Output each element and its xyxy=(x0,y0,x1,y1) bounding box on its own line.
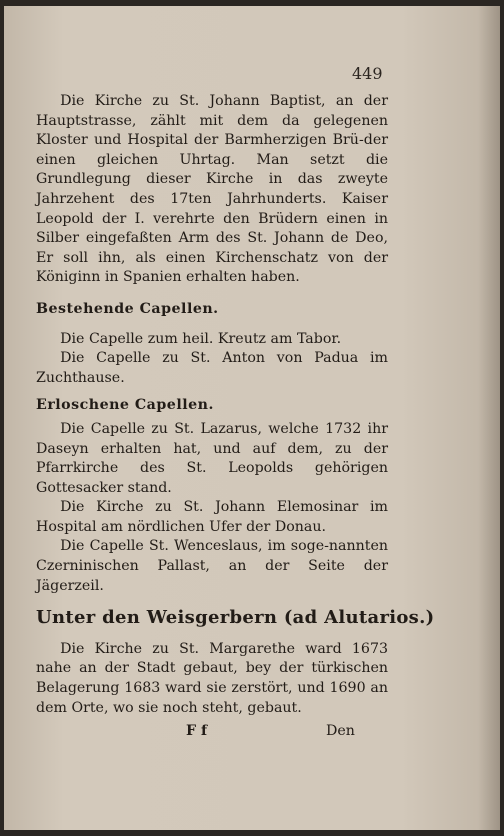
paragraph-church-st-margarethe: Die Kirche zu St. Margarethe ward 1673 nahe an der Stadt gebaut, bey der türkischen Belagerung 1683 ward sie zerstört, und 1690 an dem Orte, wo sie noch steht, gebaut. xyxy=(36,640,388,716)
book-page xyxy=(4,6,500,830)
heading-extinct-chapels: Erloschene Capellen. xyxy=(36,397,214,414)
paragraph-chapel-st-anton: Die Capelle zu St. Anton von Padua im Zuchthause. xyxy=(36,350,388,386)
section-title-weisgerbern: Unter den Weisgerbern (ad Alutarios.) xyxy=(36,607,435,629)
page-spine-shadow xyxy=(478,6,500,830)
paragraph-chapel-holy-cross: Die Capelle zum heil. Kreutz am Tabor. xyxy=(60,330,342,347)
paragraph-chapel-st-wenceslaus: Die Capelle St. Wenceslaus, im soge-nannten Czerninischen Pallast, an der Seite der Jägerzeil. xyxy=(36,538,388,594)
signature-mark: F f xyxy=(186,723,208,740)
page-body xyxy=(36,92,435,744)
page-footer xyxy=(36,722,388,744)
paragraph-church-st-johann-elemosinar: Die Kirche zu St. Johann Elemosinar im Hospital am nördlichen Ufer der Donau. xyxy=(36,499,388,535)
page-number: 449 xyxy=(352,64,383,83)
paragraph-st-johann-baptist: Die Kirche zu St. Johann Baptist, an der Hauptstrasse, zählt mit dem da gelegenen Kloster und Hospital der Barmherzigen Brü-der einen gleichen Uhrtag. Man setzt die Grundlegung dieser Kirche in das zweyte Jahrzehent des 17ten Jahrhunderts. Kaiser Leopold der I. verehrte den Brüdern einen in Silber eingefaßten Arm des St. Johann de Deo, Er soll ihn, als einen Kirchenschatz von der Königinn in Spanien erhalten haben. xyxy=(36,93,388,286)
catchword: Den xyxy=(326,723,355,740)
heading-existing-chapels: Bestehende Capellen. xyxy=(36,300,219,317)
paragraph-chapel-st-lazarus: Die Capelle zu St. Lazarus, welche 1732 ihr Daseyn erhalten hat, und auf dem, zu der Pfarrkirche des St. Leopolds gehörigen Gottesacker stand. xyxy=(36,420,388,496)
